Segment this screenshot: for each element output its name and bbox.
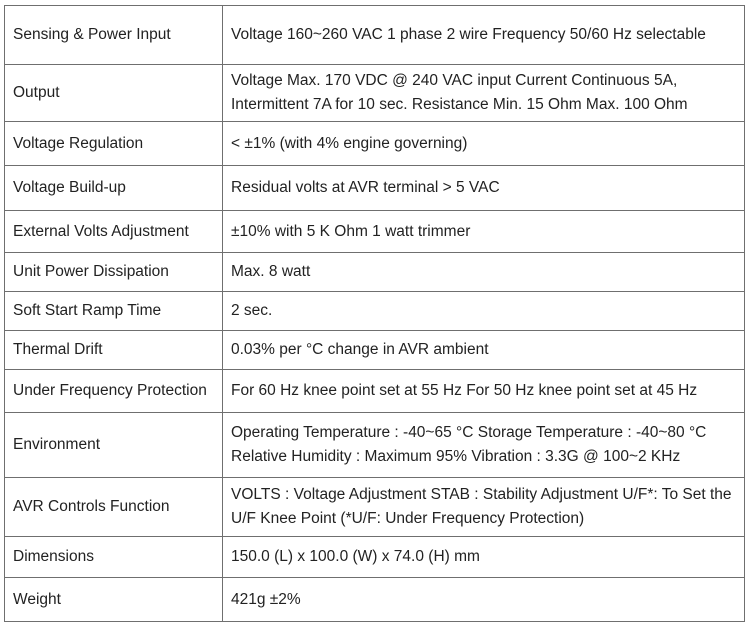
spec-value: Residual volts at AVR terminal > 5 VAC bbox=[223, 166, 745, 211]
spec-label: Weight bbox=[5, 578, 223, 622]
table-row bbox=[5, 478, 745, 537]
spec-value: 150.0 (L) x 100.0 (W) x 74.0 (H) mm bbox=[223, 537, 745, 578]
spec-value: < ±1% (with 4% engine governing) bbox=[223, 122, 745, 166]
spec-value: ±10% with 5 K Ohm 1 watt trimmer bbox=[223, 211, 745, 253]
spec-value: Operating Temperature : -40~65 °C Storage Temperature : -40~80 °C Relative Humidity : Maximum 95% Vibration : 3.3G @ 100~2 KHz bbox=[223, 413, 745, 478]
spec-value: For 60 Hz knee point set at 55 Hz For 50 Hz knee point set at 45 Hz bbox=[223, 370, 745, 413]
table-row bbox=[5, 211, 745, 253]
spec-label: External Volts Adjustment bbox=[5, 211, 223, 253]
spec-label: Sensing & Power Input bbox=[5, 6, 223, 65]
table-row bbox=[5, 292, 745, 331]
spec-label: Output bbox=[5, 65, 223, 122]
spec-value: Voltage Max. 170 VDC @ 240 VAC input Current Continuous 5A, Intermittent 7A for 10 sec. Resistance Min. 15 Ohm Max. 100 Ohm bbox=[223, 65, 745, 122]
table-row bbox=[5, 6, 745, 65]
spec-value: Max. 8 watt bbox=[223, 253, 745, 292]
table-row bbox=[5, 578, 745, 622]
spec-label: Voltage Regulation bbox=[5, 122, 223, 166]
table-row bbox=[5, 331, 745, 370]
spec-value: 2 sec. bbox=[223, 292, 745, 331]
table-row bbox=[5, 370, 745, 413]
spec-value: VOLTS : Voltage Adjustment STAB : Stability Adjustment U/F*: To Set the U/F Knee Point (*U/F: Under Frequency Protection) bbox=[223, 478, 745, 537]
table-row bbox=[5, 166, 745, 211]
table-row bbox=[5, 253, 745, 292]
table-row bbox=[5, 65, 745, 122]
spec-label: Environment bbox=[5, 413, 223, 478]
spec-label: Under Frequency Protection bbox=[5, 370, 223, 413]
spec-label: Voltage Build-up bbox=[5, 166, 223, 211]
specifications-table bbox=[4, 5, 745, 622]
spec-label: Unit Power Dissipation bbox=[5, 253, 223, 292]
spec-value: Voltage 160~260 VAC 1 phase 2 wire Frequency 50/60 Hz selectable bbox=[223, 6, 745, 65]
spec-label: Dimensions bbox=[5, 537, 223, 578]
spec-value: 421g ±2% bbox=[223, 578, 745, 622]
spec-label: Soft Start Ramp Time bbox=[5, 292, 223, 331]
spec-label: Thermal Drift bbox=[5, 331, 223, 370]
spec-value: 0.03% per °C change in AVR ambient bbox=[223, 331, 745, 370]
table-row bbox=[5, 537, 745, 578]
table-row bbox=[5, 413, 745, 478]
table-row bbox=[5, 122, 745, 166]
spec-label: AVR Controls Function bbox=[5, 478, 223, 537]
